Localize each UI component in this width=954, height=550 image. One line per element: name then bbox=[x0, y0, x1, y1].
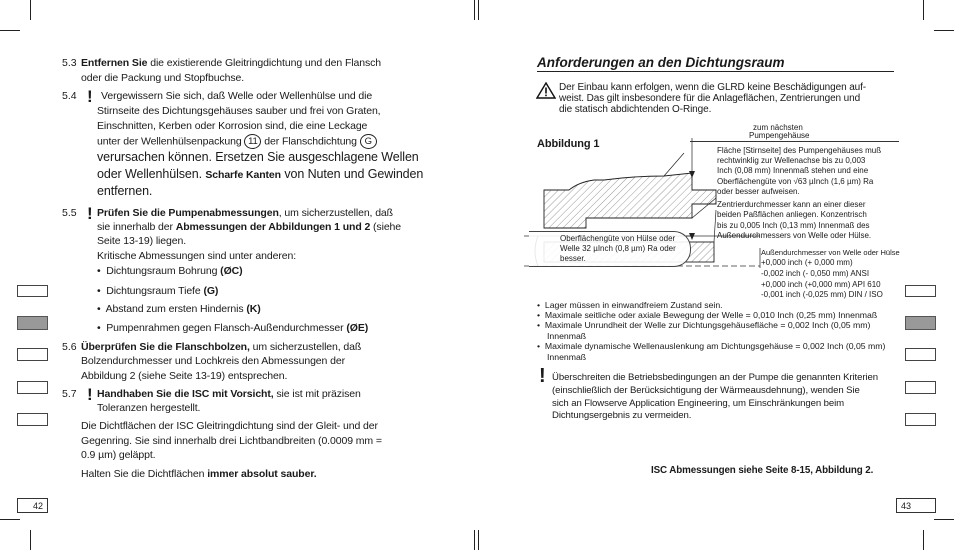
page-number: 42 bbox=[17, 498, 48, 513]
page-number: 43 bbox=[896, 498, 936, 513]
dimensions-reference: ISC Abmessungen siehe Seite 8-15, Abbildung 2. bbox=[651, 465, 874, 476]
step-5-4-line: unter der Wellenhülsenpackung 11 der Flanschdichtung G bbox=[97, 134, 377, 149]
warning-text: Der Einbau kann erfolgen, wenn die GLRD keine Beschädigungen auf- bbox=[559, 82, 867, 93]
od-tolerance-text: -0,002 inch (- 0,050 mm) ANSI bbox=[761, 269, 870, 278]
seal-face-paragraph: 0.9 µm) geläppt. bbox=[81, 449, 156, 461]
crop-mark bbox=[30, 530, 31, 550]
od-tolerance-text: Außendurchmesser von Welle oder Hülse bbox=[761, 248, 900, 257]
caution-text: Dichtungsergebnis zu vermeiden. bbox=[552, 410, 692, 421]
seal-face-paragraph: Gegenring. Sie sind innerhalb drei Lichtbandbreiten (0.0009 mm = bbox=[81, 435, 382, 447]
centering-text: bis zu 0,005 Inch (0,13 mm) Innenmaß des bbox=[717, 221, 870, 230]
figure-label-rule bbox=[690, 141, 899, 142]
thumb-tab bbox=[905, 285, 936, 297]
crop-mark bbox=[0, 30, 20, 31]
step-5-4-line: entfernen. bbox=[97, 184, 153, 198]
requirement-bullet: • Maximale seitliche oder axiale Bewegung der Welle = 0,010 Inch (0,25 mm) Innenmaß bbox=[537, 310, 878, 320]
figure-label: zum nächsten bbox=[753, 123, 803, 132]
crop-mark bbox=[923, 0, 924, 20]
step-5-7-line: Handhaben Sie die ISC mit Vorsicht, sie ist mit präzisen bbox=[97, 388, 361, 400]
step-5-5-line: Prüfen Sie die Pumpenabmessungen, um sicherzustellen, daß bbox=[97, 207, 393, 219]
heading-rule bbox=[537, 71, 894, 72]
crop-mark bbox=[934, 30, 954, 31]
dimension-list-item: • Dichtungsraum Tiefe (G) bbox=[97, 285, 219, 297]
step-5-6-line: Abbildung 2 (siehe Seite 13-19) entsprechen. bbox=[81, 370, 288, 382]
caution-text: (einschließlich der Berücksichtigung der Wärmeausdehnung), wenden Sie bbox=[552, 385, 860, 396]
dimension-list-item: • Pumpenrahmen gegen Flansch-Außendurchmesser (ØE) bbox=[97, 322, 369, 334]
reference-marker: 11 bbox=[244, 134, 261, 149]
dimension-list-item: • Abstand zum ersten Hindernis (K) bbox=[97, 303, 261, 315]
thumb-tab bbox=[17, 381, 48, 394]
crop-mark bbox=[923, 530, 924, 550]
face-requirement-text: Fläche [Stirnseite] des Pumpengehäuses muß bbox=[717, 146, 882, 155]
face-requirement-text: rechtwinklig zur Wellenachse bis zu 0,003 bbox=[717, 156, 866, 165]
face-requirement-text: Oberflächengüte von √63 µInch (1,6 µm) Ra bbox=[717, 177, 874, 186]
od-tolerance-text: +0,000 inch (+ 0,000 mm) bbox=[761, 258, 853, 267]
warning-text: weist. Das gilt insbesondere für die Anlageflächen, Zentrierungen und bbox=[559, 93, 861, 104]
crop-mark bbox=[474, 530, 475, 550]
thumb-tab bbox=[905, 381, 936, 394]
step-number: 5.3 bbox=[62, 57, 77, 69]
thumb-tab bbox=[905, 348, 936, 361]
step-5-4-line: verursachen können. Ersetzen Sie ausgeschlagene Wellen bbox=[97, 150, 419, 164]
step-number: 5.7 bbox=[62, 388, 77, 400]
step-5-5-line: Kritische Abmessungen sind unter anderen: bbox=[97, 250, 297, 262]
sleeve-finish-text: besser. bbox=[560, 254, 586, 263]
sleeve-finish-text: Welle 32 µInch (0,8 µm) Ra oder bbox=[560, 244, 676, 253]
centering-text: Außendurchmessers von Welle oder Hülse. bbox=[717, 231, 872, 240]
centering-text: Zentrierdurchmesser kann an einer dieser bbox=[717, 200, 866, 209]
thumb-tab bbox=[905, 413, 936, 426]
seal-face-paragraph: Die Dichtflächen der ISC Gleitringdichtung sind der Gleit- und der bbox=[81, 420, 378, 432]
step-5-4-line: Stirnseite des Dichtungsgehäuses sauber und frei von Graten, bbox=[97, 105, 381, 117]
clean-faces-note: Halten Sie die Dichtflächen immer absolut sauber. bbox=[81, 468, 317, 480]
crop-mark bbox=[478, 530, 479, 550]
step-5-3-line: oder die Packung und Stopfbuchse. bbox=[81, 72, 245, 84]
reference-marker: G bbox=[360, 134, 377, 149]
crop-mark bbox=[30, 0, 31, 20]
crop-mark bbox=[934, 519, 954, 520]
step-5-5-line: sie innerhalb der Abmessungen der Abbildungen 1 und 2 (siehe bbox=[97, 221, 402, 233]
face-requirement-text: oder besser aufweisen. bbox=[717, 187, 800, 196]
face-requirement-text: Inch (0,08 mm) Innenmaß stehen und eine bbox=[717, 166, 869, 175]
thumb-tab bbox=[17, 348, 48, 361]
thumb-tab-active bbox=[905, 316, 936, 330]
caution-icon: ! bbox=[87, 385, 93, 404]
step-5-5-line: Seite 13-19) liegen. bbox=[97, 235, 187, 247]
thumb-tab-active bbox=[17, 316, 48, 330]
thumb-tab bbox=[17, 413, 48, 426]
section-heading: Anforderungen an den Dichtungsraum bbox=[537, 55, 785, 70]
step-5-7-line: Toleranzen hergestellt. bbox=[97, 402, 201, 414]
centering-text: beiden Paßflächen anliegen. Konzentrisch bbox=[717, 210, 867, 219]
requirement-bullet: • Maximale dynamische Wellenauslenkung am Dichtungsgehäuse = 0,002 Inch (0,05 mm) bbox=[537, 341, 886, 351]
step-number: 5.4 bbox=[62, 90, 77, 102]
step-number: 5.5 bbox=[62, 207, 77, 219]
step-5-6-line: Bolzendurchmesser und Lochkreis den Abmessungen der bbox=[81, 355, 345, 367]
step-number: 5.6 bbox=[62, 341, 77, 353]
crop-mark bbox=[478, 0, 479, 20]
requirement-bullet: • Lager müssen in einwandfreiem Zustand sein. bbox=[537, 300, 723, 310]
warning-text: die statisch abdichtenden O-Ringe. bbox=[559, 104, 712, 115]
caution-icon: ! bbox=[539, 365, 546, 387]
step-5-4-line: Einschnitten, Kerben oder Korrosion sind, die eine Leckage bbox=[97, 120, 368, 132]
step-5-4-line: oder Wellenhülsen. Scharfe Kanten von Nuten und Gewinden bbox=[97, 167, 424, 181]
sleeve-finish-text: Oberflächengüte von Hülse oder bbox=[560, 234, 676, 243]
crop-mark bbox=[474, 0, 475, 20]
step-5-4-line: Vergewissern Sie sich, daß Welle oder Wellenhülse und die bbox=[101, 90, 373, 102]
requirement-bullet: Innenmaß bbox=[547, 331, 587, 341]
step-5-3-line: Entfernen Sie die existierende Gleitringdichtung und den Flansch bbox=[81, 57, 382, 69]
step-5-6-line: Überprüfen Sie die Flanschbolzen, um sicherzustellen, daß bbox=[81, 341, 362, 353]
caution-icon: ! bbox=[87, 204, 93, 223]
figure-label: Pumpengehäuse bbox=[749, 131, 810, 140]
caution-text: Überschreiten die Betriebsbedingungen an der Pumpe die genannten Kriterien bbox=[552, 372, 878, 383]
caution-text: sich an Flowserve Application Engineering, um Einschränkungen beim bbox=[552, 398, 845, 409]
crop-mark bbox=[0, 519, 20, 520]
thumb-tab bbox=[17, 285, 48, 297]
dimension-list-item: • Dichtungsraum Bohrung (ØC) bbox=[97, 265, 243, 277]
requirement-bullet: • Maximale Unrundheit der Welle zur Dichtungsgehäusefläche = 0,002 Inch (0,05 mm) bbox=[537, 320, 871, 330]
od-tolerance-text: +0,000 inch (+0,000 mm) API 610 bbox=[761, 280, 881, 289]
warning-triangle-icon bbox=[536, 82, 556, 99]
od-tolerance-text: -0,001 inch (-0,025 mm) DIN / ISO bbox=[761, 290, 883, 299]
requirement-bullet: Innenmaß bbox=[547, 352, 587, 362]
figure-title: Abbildung 1 bbox=[537, 138, 600, 150]
caution-icon: ! bbox=[87, 87, 93, 106]
